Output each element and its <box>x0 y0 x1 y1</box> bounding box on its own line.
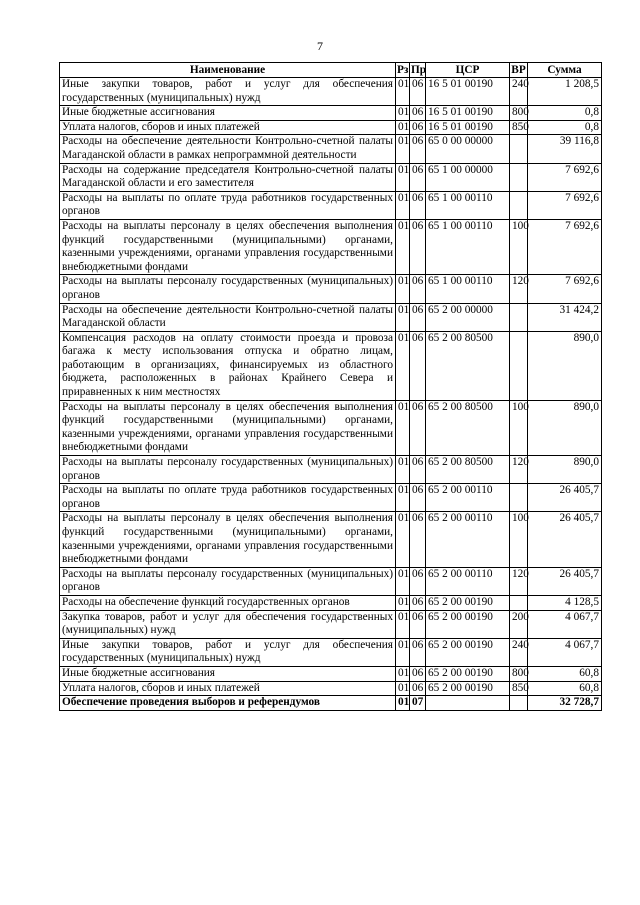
table-row <box>60 666 602 681</box>
row-pr: 06 <box>410 484 426 512</box>
table-row <box>60 106 602 121</box>
table-row <box>60 331 602 400</box>
row-pr: 06 <box>410 106 426 121</box>
row-pr: 07 <box>410 696 426 711</box>
row-vr: 120 <box>510 275 528 303</box>
row-csr: 65 2 00 00190 <box>426 595 510 610</box>
row-pr: 06 <box>410 191 426 219</box>
row-csr: 65 2 00 00110 <box>426 567 510 595</box>
row-sum: 1 208,5 <box>528 78 602 106</box>
row-pr: 06 <box>410 163 426 191</box>
row-name: Иные закупки товаров, работ и услуг для обеспечения государственных (муниципальных) нужд <box>60 78 396 106</box>
row-pr: 06 <box>410 78 426 106</box>
row-rz: 01 <box>396 106 410 121</box>
row-rz: 01 <box>396 400 410 455</box>
row-sum: 7 692,6 <box>528 191 602 219</box>
row-pr: 06 <box>410 400 426 455</box>
row-vr: 100 <box>510 400 528 455</box>
table-row <box>60 610 602 638</box>
table-row <box>60 191 602 219</box>
table-row <box>60 303 602 331</box>
row-name: Расходы на выплаты персоналу в целях обеспечения выполнения функций государственными (муниципальными) органами, казенными учреждениями, органами управления государственными внебюджетными фондами <box>60 400 396 455</box>
table-row <box>60 78 602 106</box>
row-name: Закупка товаров, работ и услуг для обеспечения государственных (муниципальных) нужд <box>60 610 396 638</box>
row-vr: 240 <box>510 638 528 666</box>
row-csr: 65 2 00 80500 <box>426 400 510 455</box>
row-rz: 01 <box>396 696 410 711</box>
header-vr: ВР <box>511 64 526 76</box>
row-sum: 60,8 <box>528 681 602 696</box>
row-rz: 01 <box>396 331 410 400</box>
row-sum: 7 692,6 <box>528 275 602 303</box>
row-name: Иные бюджетные ассигнования <box>60 666 396 681</box>
table-row <box>60 219 602 274</box>
row-rz: 01 <box>396 163 410 191</box>
row-name: Расходы на обеспечение деятельности Контрольно-счетной палаты Магаданской области в рамках непрограммной деятельности <box>60 135 396 163</box>
row-csr: 65 2 00 00190 <box>426 681 510 696</box>
row-rz: 01 <box>396 303 410 331</box>
row-pr: 06 <box>410 681 426 696</box>
header-name: Наименование <box>60 63 396 78</box>
row-csr: 65 1 00 00110 <box>426 219 510 274</box>
row-rz: 01 <box>396 219 410 274</box>
row-vr <box>510 163 528 191</box>
row-csr: 65 1 00 00000 <box>426 163 510 191</box>
row-name: Расходы на содержание председателя Контрольно-счетной палаты Магаданской области и его заместителя <box>60 163 396 191</box>
row-csr: 65 2 00 00110 <box>426 512 510 567</box>
row-csr: 65 0 00 00000 <box>426 135 510 163</box>
table-row <box>60 400 602 455</box>
row-pr: 06 <box>410 219 426 274</box>
table-row <box>60 484 602 512</box>
row-rz: 01 <box>396 484 410 512</box>
row-csr: 65 2 00 00190 <box>426 666 510 681</box>
row-pr: 06 <box>410 331 426 400</box>
row-csr: 65 2 00 00000 <box>426 303 510 331</box>
row-pr: 06 <box>410 135 426 163</box>
row-rz: 01 <box>396 135 410 163</box>
row-name: Расходы на выплаты персоналу в целях обеспечения выполнения функций государственными (муниципальными) органами, казенными учреждениями, органами управления государственными внебюджетными фондами <box>60 219 396 274</box>
row-rz: 01 <box>396 275 410 303</box>
row-name: Расходы на выплаты по оплате труда работников государственных органов <box>60 484 396 512</box>
row-vr: 120 <box>510 456 528 484</box>
row-vr <box>510 135 528 163</box>
row-sum: 32 728,7 <box>528 696 602 711</box>
row-name: Расходы на выплаты персоналу государственных (муниципальных) органов <box>60 567 396 595</box>
table-row <box>60 135 602 163</box>
row-vr <box>510 696 528 711</box>
row-rz: 01 <box>396 638 410 666</box>
row-vr <box>510 595 528 610</box>
row-sum: 0,8 <box>528 120 602 135</box>
budget-table <box>59 62 602 711</box>
row-name: Расходы на выплаты персоналу в целях обеспечения выполнения функций государственными (муниципальными) органами, казенными учреждениями, органами управления государственными внебюджетными фондами <box>60 512 396 567</box>
row-sum: 890,0 <box>528 331 602 400</box>
header-sum: Сумма <box>528 63 602 78</box>
row-csr: 65 2 00 80500 <box>426 331 510 400</box>
row-rz: 01 <box>396 610 410 638</box>
row-pr: 06 <box>410 303 426 331</box>
table-row <box>60 567 602 595</box>
row-pr: 06 <box>410 567 426 595</box>
row-csr: 65 2 00 00190 <box>426 638 510 666</box>
row-vr: 120 <box>510 567 528 595</box>
row-vr <box>510 331 528 400</box>
row-sum: 31 424,2 <box>528 303 602 331</box>
table-row <box>60 456 602 484</box>
row-name: Расходы на обеспечение деятельности Контрольно-счетной палаты Магаданской области <box>60 303 396 331</box>
row-sum: 4 128,5 <box>528 595 602 610</box>
row-pr: 06 <box>410 638 426 666</box>
row-sum: 39 116,8 <box>528 135 602 163</box>
table-row <box>60 120 602 135</box>
table-header-row <box>60 63 602 78</box>
row-rz: 01 <box>396 595 410 610</box>
row-sum: 26 405,7 <box>528 484 602 512</box>
row-sum: 0,8 <box>528 106 602 121</box>
row-csr: 16 5 01 00190 <box>426 78 510 106</box>
row-sum: 890,0 <box>528 400 602 455</box>
row-vr: 100 <box>510 219 528 274</box>
row-sum: 7 692,6 <box>528 163 602 191</box>
row-pr: 06 <box>410 456 426 484</box>
header-pr: Пр <box>411 64 427 76</box>
row-rz: 01 <box>396 567 410 595</box>
row-csr <box>426 696 510 711</box>
row-csr: 65 2 00 00110 <box>426 484 510 512</box>
row-csr: 16 5 01 00190 <box>426 106 510 121</box>
row-vr: 240 <box>510 78 528 106</box>
row-name: Компенсация расходов на оплату стоимости проезда и провоза багажа к месту использования отпуска и обратно лицам, работающим в организациях, финансируемых из областного бюджета, расположенных в районах Крайнего Севера и приравненных к ним местностях <box>60 331 396 400</box>
row-rz: 01 <box>396 666 410 681</box>
row-csr: 65 1 00 00110 <box>426 191 510 219</box>
row-vr: 800 <box>510 666 528 681</box>
row-vr: 850 <box>510 120 528 135</box>
row-sum: 890,0 <box>528 456 602 484</box>
row-rz: 01 <box>396 120 410 135</box>
table-row <box>60 681 602 696</box>
row-pr: 06 <box>410 666 426 681</box>
row-vr: 100 <box>510 512 528 567</box>
row-name: Иные бюджетные ассигнования <box>60 106 396 121</box>
row-pr: 06 <box>410 610 426 638</box>
header-csr: ЦСР <box>426 63 510 78</box>
row-name: Расходы на выплаты персоналу государственных (муниципальных) органов <box>60 275 396 303</box>
row-vr <box>510 484 528 512</box>
table-row <box>60 696 602 711</box>
row-name: Расходы на выплаты по оплате труда работников государственных органов <box>60 191 396 219</box>
row-csr: 16 5 01 00190 <box>426 120 510 135</box>
row-pr: 06 <box>410 595 426 610</box>
row-name: Уплата налогов, сборов и иных платежей <box>60 681 396 696</box>
row-sum: 4 067,7 <box>528 610 602 638</box>
row-name: Расходы на выплаты персоналу государственных (муниципальных) органов <box>60 456 396 484</box>
table-row <box>60 163 602 191</box>
row-pr: 06 <box>410 120 426 135</box>
row-sum: 26 405,7 <box>528 512 602 567</box>
row-sum: 7 692,6 <box>528 219 602 274</box>
table-row <box>60 275 602 303</box>
row-csr: 65 2 00 00190 <box>426 610 510 638</box>
table-row <box>60 595 602 610</box>
row-pr: 06 <box>410 275 426 303</box>
row-rz: 01 <box>396 512 410 567</box>
row-pr: 06 <box>410 512 426 567</box>
row-vr <box>510 303 528 331</box>
header-rz: Рз <box>397 64 409 76</box>
row-vr <box>510 191 528 219</box>
row-sum: 60,8 <box>528 666 602 681</box>
page-number: 7 <box>317 39 323 53</box>
row-rz: 01 <box>396 681 410 696</box>
row-sum: 4 067,7 <box>528 638 602 666</box>
table-row <box>60 512 602 567</box>
row-vr: 200 <box>510 610 528 638</box>
row-rz: 01 <box>396 78 410 106</box>
row-rz: 01 <box>396 456 410 484</box>
row-name: Иные закупки товаров, работ и услуг для обеспечения государственных (муниципальных) нужд <box>60 638 396 666</box>
row-name: Уплата налогов, сборов и иных платежей <box>60 120 396 135</box>
row-sum: 26 405,7 <box>528 567 602 595</box>
row-name: Обеспечение проведения выборов и референдумов <box>60 696 396 711</box>
row-rz: 01 <box>396 191 410 219</box>
row-vr: 800 <box>510 106 528 121</box>
table-row <box>60 638 602 666</box>
row-csr: 65 2 00 80500 <box>426 456 510 484</box>
row-csr: 65 1 00 00110 <box>426 275 510 303</box>
row-name: Расходы на обеспечение функций государственных органов <box>60 595 396 610</box>
row-vr: 850 <box>510 681 528 696</box>
